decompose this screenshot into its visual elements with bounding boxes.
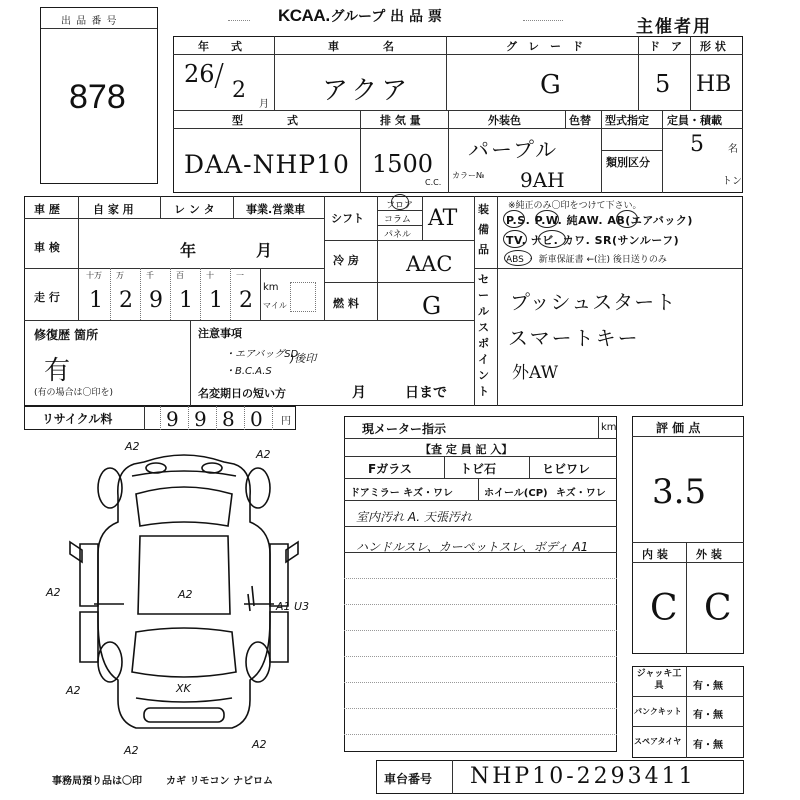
shift-opt-column: コラム — [384, 215, 411, 225]
wheel-damage-label: キズ・ワレ — [556, 488, 606, 499]
glass-label: Fガラス — [368, 462, 412, 476]
grade-label: グ レ ー ド — [506, 40, 583, 53]
fuel-value: G — [422, 292, 442, 320]
caution-label: 注意事項 — [198, 327, 242, 340]
mark-left-side: A2 — [46, 586, 61, 599]
caution-line-2: ・B.C.A.S — [225, 366, 272, 377]
color-number-label: カラー№ — [452, 171, 485, 180]
recycle-label: リサイクル料 — [42, 412, 113, 426]
mileage-digit-1: 2 — [119, 288, 133, 313]
wheel-rear-left — [98, 642, 122, 682]
exterior-label: 外 装 — [696, 548, 722, 561]
interior-label: 内 装 — [642, 548, 668, 561]
trunk-line — [136, 698, 232, 702]
organizer-label: 主催者用 — [636, 17, 712, 37]
lot-number-label: 出 品 番 号 — [61, 16, 118, 27]
mileage-digit-3: 1 — [179, 288, 193, 313]
meter-label: 現メーター指示 — [362, 422, 447, 436]
recycle-unit: 円 — [281, 416, 291, 427]
month-value: 2 — [232, 78, 246, 103]
equipment-line-3: ABS ・ 新車保証書 ←(注) 後日送りのみ — [506, 255, 667, 265]
meter-unit: km — [601, 422, 617, 433]
body-type-value: HB — [696, 72, 732, 97]
shift-opt-floor: フロア — [386, 201, 414, 211]
equipment-line-2: TV. ナビ. カワ. SR(サンルーフ) — [506, 234, 680, 247]
wheel-label: ホイール(CP) — [484, 488, 548, 499]
rear-window — [132, 628, 236, 677]
displacement-unit: C.C. — [425, 178, 442, 187]
capacity-unit-tons: トン — [722, 176, 742, 187]
shift-opt-panel: パネル — [384, 230, 412, 240]
mark-rear-bottom-left: A2 — [124, 744, 139, 757]
inspector-header: 【査 定 員 記 入】 — [420, 443, 513, 456]
mileage-digit-5: 2 — [239, 288, 253, 313]
mileage-digit-2: 9 — [149, 288, 163, 313]
grade-value: G — [540, 70, 561, 100]
ac-label: 冷 房 — [333, 254, 359, 267]
deadline-day: 日まで — [405, 385, 447, 401]
inspection-label: 車 検 — [34, 241, 60, 254]
mileage-unit-5: 一 — [236, 271, 244, 280]
color-value: パープル — [468, 138, 559, 162]
roof-outline — [138, 536, 230, 614]
equipment-circle-abs — [504, 250, 532, 266]
model-value: DAA-NHP10 — [184, 150, 350, 179]
caution-bracket: )後印 — [290, 352, 317, 365]
category-label: 類別区分 — [606, 156, 650, 169]
rear-bumper — [144, 708, 224, 722]
recycle-digit-2: 8 — [222, 407, 235, 431]
mark-rear-mid: XK — [176, 682, 191, 695]
office-note: 事務局預り品は〇印 — [52, 776, 142, 787]
office-items: カギ リモコン ナビロム — [166, 776, 273, 787]
shift-value: AT — [428, 206, 458, 231]
year-value: 26 — [184, 60, 215, 88]
mileage-km-unit: km — [263, 282, 279, 293]
mark-rear-bottom-right: A2 — [252, 738, 267, 751]
right-rear-door — [270, 612, 288, 662]
mark-front-left: A2 — [125, 440, 140, 453]
dotted-rule-right — [523, 20, 563, 21]
lot-number-box — [40, 7, 158, 184]
puncture-kit-option: 有・無 — [693, 710, 723, 721]
hood-line — [132, 471, 236, 476]
jack-label: ジャッキ工具 — [636, 669, 682, 691]
body-type-label: 形 状 — [700, 40, 726, 53]
mileage-digit-0: 1 — [89, 288, 103, 313]
equipment-circle-tv — [503, 230, 527, 248]
repair-label: 修復歴 箇所 — [34, 328, 99, 342]
month-unit: 月 — [259, 99, 269, 110]
left-rear-door — [80, 612, 98, 662]
car-name-value: アクア — [322, 76, 412, 106]
capacity-value: 5 — [690, 132, 704, 157]
mileage-unit-1: 万 — [116, 271, 124, 280]
fuel-label: 燃 料 — [333, 297, 359, 310]
mileage-unit-2: 千 — [146, 271, 154, 280]
repair-value: 有 — [44, 356, 71, 386]
wheel-rear-right — [246, 642, 270, 682]
color-label: 外装色 — [488, 114, 521, 127]
recycle-digit-3: 0 — [250, 407, 263, 431]
mileage-label: 走 行 — [34, 291, 60, 304]
equipment-circle-ps — [503, 210, 525, 228]
deadline-month: 月 — [352, 385, 366, 401]
sales-point-line-2: スマートキー — [508, 326, 640, 350]
sales-point-line-1: プッシュスタート — [510, 290, 677, 314]
score-value: 3.5 — [652, 472, 707, 512]
header-title: KCAA.グループ 出 品 票 — [278, 6, 442, 25]
inspection-month: 月 — [256, 241, 273, 260]
ac-value: AAC — [406, 252, 453, 276]
inspector-note-2: ハンドルスレ、カーペットスレ、ボディ A1 — [356, 540, 589, 554]
mirror-label: ドアミラー キズ・ワレ — [350, 488, 453, 499]
repair-note: (有の場合は〇印を) — [34, 388, 114, 398]
color-change-label: 色替 — [569, 114, 591, 127]
mark-front-right: A2 — [256, 448, 271, 461]
chassis-label: 車台番号 — [384, 772, 433, 786]
inspector-note-1: 室内汚れ A. 天張汚れ — [356, 510, 472, 524]
equipment-label: 装 備 品 — [478, 203, 489, 256]
equipment-circle-ab — [616, 210, 638, 228]
puncture-kit-label: パンクキット — [634, 707, 682, 716]
equipment-line-1: P.S. P.W. 純AW. AB(エアバック) — [506, 214, 693, 227]
exterior-value: C — [704, 588, 732, 629]
car-name-label: 車 名 — [328, 40, 394, 53]
history-opt-private: 自 家 用 — [93, 203, 134, 216]
caution-line-1: ・エアバッグSD — [225, 349, 299, 360]
dotted-rule-left — [228, 20, 250, 21]
model-label: 型 式 — [232, 114, 298, 127]
color-number-value: 9AH — [520, 168, 565, 192]
history-opt-rental: レ ン タ — [174, 203, 215, 216]
chassis-value: NHP10-2293411 — [470, 764, 696, 789]
sales-point-line-3: 外AW — [512, 363, 559, 383]
mark-rear-left: A2 — [66, 684, 81, 697]
lot-number-value: 878 — [69, 78, 126, 116]
model-designation-label: 型式指定 — [605, 114, 649, 127]
equipment-circle-pw — [535, 210, 559, 228]
headlight-left — [146, 463, 166, 473]
jack-option: 有・無 — [693, 681, 723, 692]
history-label: 車 歴 — [34, 203, 60, 216]
inspection-year: 年 — [180, 241, 197, 260]
year-label: 年 式 — [198, 40, 242, 53]
doors-label: ド ア — [649, 40, 682, 53]
crack-label: ヒビワレ — [542, 462, 591, 476]
spare-tire-label: スペアタイヤ — [634, 737, 682, 746]
score-label: 評 価 点 — [656, 421, 701, 435]
interior-value: C — [650, 588, 678, 629]
capacity-unit-persons: 名 — [728, 144, 738, 155]
history-opt-business: 事業.営業車 — [246, 203, 306, 216]
headlight-right — [202, 463, 222, 473]
mileage-mile-unit: マイル — [263, 301, 287, 310]
damage-mark-roof — [248, 586, 254, 611]
mileage-unit-0: 十万 — [86, 271, 102, 280]
recycle-digit-1: 9 — [194, 407, 207, 431]
shift-label: シフト — [331, 212, 364, 225]
deadline-label: 名変期日の短い方 — [198, 387, 286, 400]
mileage-digit-4: 1 — [209, 288, 223, 313]
brand-logo: KCAA — [278, 6, 326, 25]
chip-label: トビ石 — [460, 462, 497, 476]
sales-point-label: セ ー ル ス ポ イ ン ト — [478, 273, 489, 398]
spare-tire-option: 有・無 — [693, 740, 723, 751]
mileage-unit-4: 十 — [206, 271, 214, 280]
mark-roof: A2 — [178, 588, 193, 601]
equipment-note: ※純正のみ〇印をつけて下さい。 — [508, 201, 642, 211]
doors-value: 5 — [655, 70, 671, 98]
displacement-label: 排 気 量 — [380, 114, 421, 127]
equipment-circle-navi — [538, 230, 566, 248]
mileage-unit-3: 百 — [176, 271, 184, 280]
recycle-digit-0: 9 — [166, 407, 179, 431]
shift-circle — [391, 194, 409, 210]
mark-right-side: A1 U3 — [276, 600, 310, 613]
displacement-value: 1500 — [372, 150, 434, 178]
capacity-label: 定員・積載 — [667, 114, 722, 127]
windshield — [136, 487, 232, 526]
